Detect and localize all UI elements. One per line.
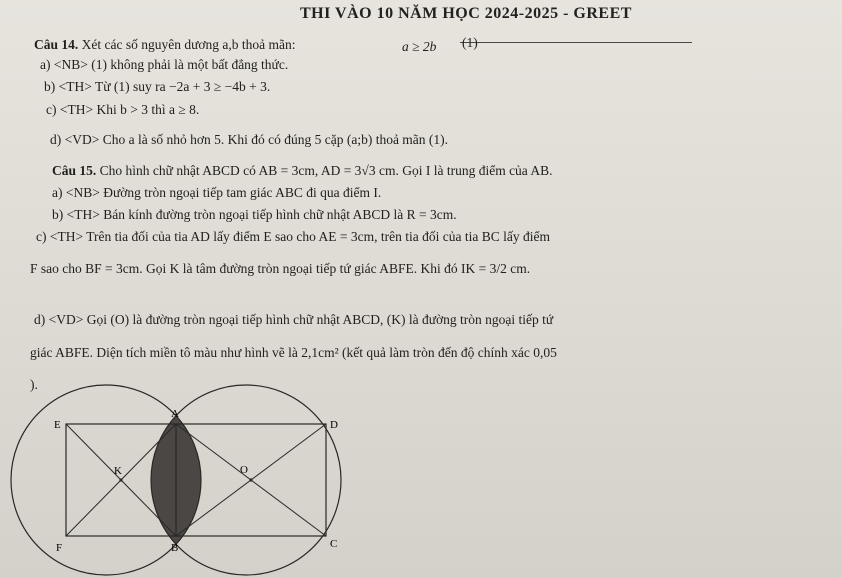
q15-option-d-line2: giác ABFE. Diện tích miền tô màu như hình vẽ là 2,1cm² (kết quả làm tròn đến độ chính xác 0,05 <box>30 345 557 360</box>
label-e: E <box>54 419 61 431</box>
q14-condition: a ≥ 2b <box>402 39 437 54</box>
point-k <box>119 478 122 481</box>
label-a: A <box>171 408 179 420</box>
q14-option-a: a) <NB> (1) không phải là một bất đẳng thức. <box>40 57 289 72</box>
q15-stem: Cho hình chữ nhật ABCD có AB = 3cm, AD = 3√3 cm. Gọi I là trung điểm của AB. <box>99 163 553 178</box>
q15-option-a: a) <NB> Đường tròn ngoại tiếp tam giác ABC đi qua điểm I. <box>52 185 382 200</box>
point-o <box>249 478 252 481</box>
q14-tag: (1) <box>462 35 478 50</box>
q15-option-b: b) <TH> Bán kính đường tròn ngoại tiếp hình chữ nhật ABCD là R = 3cm. <box>52 207 457 222</box>
q14-title: Câu 14. <box>34 37 79 52</box>
label-b: B <box>171 542 179 554</box>
q14-stem: Xét các số nguyên dương a,b thoả mãn: <box>81 37 296 52</box>
q15-option-c-line2: F sao cho BF = 3cm. Gọi K là tâm đường tròn ngoại tiếp tứ giác ABFE. Khi đó IK = 3/2 cm. <box>30 261 531 276</box>
label-c: C <box>330 538 338 550</box>
q15-option-d-line3: ). <box>30 377 38 392</box>
label-k: K <box>114 465 122 477</box>
q14-option-c: c) <TH> Khi b > 3 thì a ≥ 8. <box>46 102 200 117</box>
q15-title: Câu 15. <box>52 163 97 178</box>
label-o: O <box>240 464 248 476</box>
label-f: F <box>56 542 63 554</box>
q15-option-d-line1: d) <VD> Gọi (O) là đường tròn ngoại tiếp hình chữ nhật ABCD, (K) là đường tròn ngoại tiếp tứ <box>34 312 554 327</box>
q14-option-b: b) <TH> Từ (1) suy ra −2a + 3 ≥ −4b + 3. <box>44 79 271 94</box>
label-d: D <box>330 419 338 431</box>
q14-option-d: d) <VD> Cho a là số nhỏ hơn 5. Khi đó có đúng 5 cặp (a;b) thoả mãn (1). <box>50 132 449 147</box>
q15-option-c-line1: c) <TH> Trên tia đối của tia AD lấy điểm E sao cho AE = 3cm, trên tia đối của tia BC lấy điểm <box>36 229 550 244</box>
exam-header: THI VÀO 10 NĂM HỌC 2024-2025 - GREET <box>300 5 632 22</box>
